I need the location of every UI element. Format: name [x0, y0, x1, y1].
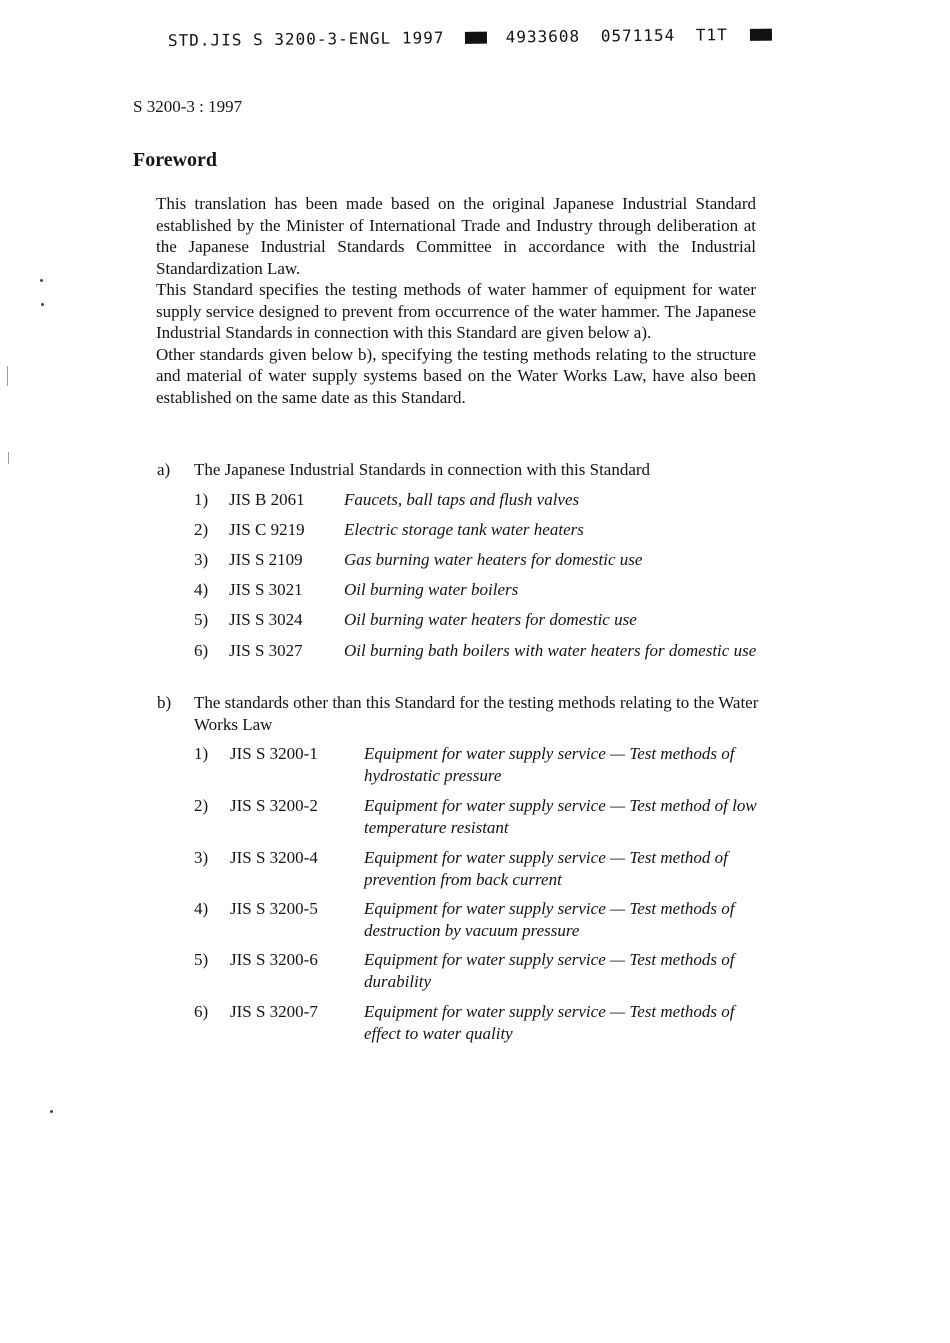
item-number: 6): [194, 1002, 209, 1021]
scan-edge-mark: [8, 452, 9, 464]
item-number: 5): [194, 950, 209, 969]
item-code: JIS B 2061: [229, 490, 305, 509]
scan-speck: [41, 303, 44, 306]
item-code: JIS S 3200-6: [230, 950, 318, 969]
item-title: Oil burning water boilers: [344, 580, 519, 599]
item-title: Gas burning water heaters for domestic use: [344, 550, 643, 569]
scan-code: STD.JIS S 3200-3-ENGL 1997: [167, 28, 445, 50]
item-title: Equipment for water supply service — Test methods of effect to water quality: [364, 1002, 735, 1043]
scan-speck: [40, 279, 43, 282]
item-code: JIS S 3200-1: [230, 744, 318, 763]
item-title: Oil burning water heaters for domestic use: [344, 610, 637, 629]
list-a-title: The Japanese Industrial Standards in connection with this Standard: [194, 460, 651, 479]
item-code: JIS S 3200-7: [230, 1002, 318, 1021]
list-a-header: [157, 459, 767, 481]
item-title: Equipment for water supply service — Test method of low temperature resistant: [364, 796, 757, 837]
item-title: Faucets, ball taps and flush valves: [344, 490, 580, 509]
item-title: Electric storage tank water heaters: [344, 520, 584, 539]
item-code: JIS S 3200-2: [230, 796, 318, 815]
item-title: Equipment for water supply service — Test method of prevention from back current: [364, 848, 728, 889]
paragraph-2: This Standard specifies the testing methods of water hammer of equipment for water supply service designed to prevent from occurrence of the water hammer. The Japanese Industrial Standards in connection with this Standard are given below a).: [156, 280, 756, 342]
list-b-header: [157, 692, 767, 735]
barcode-number-2: 0571154: [600, 25, 676, 46]
item-title: Equipment for water supply service — Test methods of hydrostatic pressure: [364, 744, 735, 785]
paragraph-1: This translation has been made based on the original Japanese Industrial Standard established by the Minister of International Trade and Industry through deliberation at the Japanese Industrial Standards Committee in accordance with the Industrial Standardization Law.: [156, 194, 756, 278]
item-code: JIS S 2109: [229, 550, 303, 569]
item-code: JIS S 3024: [229, 610, 303, 629]
list-b-label: b): [157, 693, 172, 712]
scan-header-line: [168, 24, 768, 56]
barcode-number-1: 4933608: [505, 26, 581, 47]
document-id: S 3200-3 : 1997: [133, 97, 243, 116]
section-heading: Foreword: [133, 149, 218, 171]
item-number: 1): [194, 490, 209, 509]
item-number: 6): [194, 641, 209, 660]
list-b-title: The standards other than this Standard for the testing methods relating to the Water Works Law: [194, 693, 759, 734]
item-title: Oil burning bath boilers with water heaters for domestic use: [344, 641, 757, 660]
item-code: JIS S 3027: [229, 641, 303, 660]
item-title: Equipment for water supply service — Test methods of durability: [364, 950, 735, 991]
item-number: 5): [194, 610, 209, 629]
item-number: 4): [194, 580, 209, 599]
scan-edge-mark: [7, 366, 8, 386]
foreword-body: [156, 193, 756, 408]
item-code: JIS S 3200-4: [230, 848, 318, 867]
item-code: JIS C 9219: [229, 520, 305, 539]
barcode-block-right: [750, 28, 772, 40]
item-number: 4): [194, 899, 209, 918]
barcode-number-3: T1T: [695, 25, 728, 45]
item-code: JIS S 3200-5: [230, 899, 318, 918]
item-number: 3): [194, 848, 209, 867]
scan-speck: [50, 1110, 53, 1113]
barcode-block-left: [465, 31, 487, 43]
item-number: 2): [194, 796, 209, 815]
item-code: JIS S 3021: [229, 580, 303, 599]
list-a-label: a): [157, 460, 171, 479]
item-title: Equipment for water supply service — Test methods of destruction by vacuum pressure: [364, 899, 735, 940]
item-number: 2): [194, 520, 209, 539]
paragraph-3: Other standards given below b), specifying the testing methods relating to the structure and material of water supply systems based on the Water Works Law, have also been established on the same date as this Standard.: [156, 344, 756, 407]
item-number: 1): [194, 744, 209, 763]
item-number: 3): [194, 550, 209, 569]
